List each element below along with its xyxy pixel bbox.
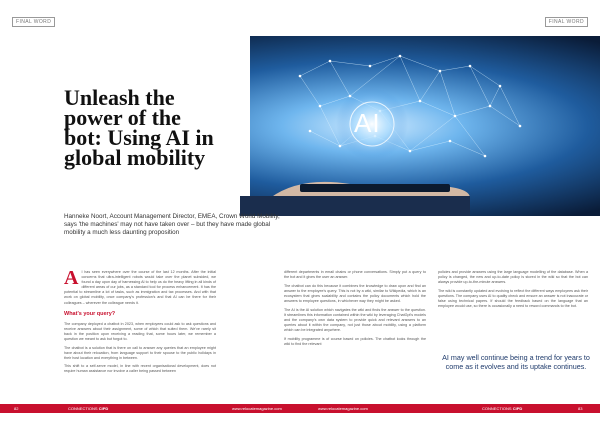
footer-brand-right [482, 406, 522, 411]
footer-url-right: www.relocatemagazine.com [318, 405, 368, 411]
paragraph: If mobility programme is of course based on policies. The chatbot looks through the wiki to find the relevant [284, 336, 426, 346]
page-number-right: 83 [578, 405, 583, 411]
footer-url-left: www.relocatemagazine.com [232, 405, 282, 411]
footer-brand-left [68, 406, 108, 411]
paragraph: policies and provide answers using the large language modelling of the database. When a policy is changed, the new and up-to-date policy is stored in the wiki so that the bot can always provide up-to-the-minute answers. [438, 270, 588, 285]
pull-quote: AI may well continue being a trend for years to come as it evolves and its uptake continues. [442, 353, 590, 371]
footer-magazine-right: CONNECTIONS [482, 405, 512, 411]
column-3 [438, 270, 588, 313]
paragraph: This shift to a self-serve model, in line with recent organisational development, does not require human assistance nor involve a caller being passed between [64, 364, 216, 374]
running-header-left: FINAL WORD [12, 17, 55, 27]
page-number-left: 82 [14, 405, 19, 411]
paragraph: The chatbot is a solution that is there on call to answer any queries that an employee might have about their relocation, from language support to their spouse to the public holidays in their host location and everything in between. [64, 345, 216, 360]
footer-logo-left: CIPD [98, 405, 109, 411]
footer-logo-right: CIPD [512, 405, 523, 411]
paragraph-text: I has seen everywhere over the course of the last 12 months. After the initial concerns that ultra-intelligent robots would take over the planet subsided, we found a day upon day of harnessing AI to help us do the heavy lifting in all kinds of different areas of our jobs, as a standard tool for process enhancement. It has the potential to streamline a lot of tasks, such as immigration and tax processes. And with that work on global mobility, once company's profession's and that AI can be there for their colleagues – wherever the colleague needs it. [64, 270, 216, 305]
paragraph: The company deployed a chatbot in 2023, when employees could ask to ask questions and receive answers about their assignment, some of which that suited them. We've rarely sit back in the position upon receiving a reading that, some hours later, we remember a question we meant to ask but forgot to. [64, 321, 216, 341]
paragraph [64, 267, 216, 306]
article-intro: Hanneke Noort, Account Management Director, EMEA, Crown World Mobility, says 'the machines' may not have taken over – but they have made global mobility a much less daunting proposition [64, 213, 280, 236]
tablet [300, 184, 450, 192]
paragraph: different departments in email chains or phone conversations. Simply put a query to the bot and it gives the user an answer. [284, 270, 426, 280]
column-1 [64, 267, 216, 378]
paragraph: The chatbot can do this because it combines the knowledge to draw upon and find an answer to the employee's query. This is not by a wiki, similar to Wikipedia, which is an ecosystem that gives scalability and contains the policy documents which hold the answers to employee questions, in whichever way they might be asked. [284, 283, 426, 303]
article-headline: Unleash the power of the bot: Using AI in global mobility [64, 85, 214, 170]
drop-cap: A [64, 267, 79, 289]
hero-ai-label: AI [354, 108, 381, 138]
section-subhead: What's your query? [64, 310, 116, 317]
page-footer [0, 404, 600, 413]
footer-magazine-left: CONNECTIONS [68, 405, 98, 411]
column-2 [284, 270, 426, 350]
paragraph: The AI is the AI solution which navigates the wiki and finds the answer to the question. It streamlines this information contained within the wiki by leveraging ChatGpt's models and the company's own data system to provide quick and relevant answers to an queries about it within the company, not just those about mobility, using a platform which can be integrated anywhere. [284, 307, 426, 332]
paragraph: The wiki is constantly updated and evolving to reflect the different ways employees ask their questions. The company uses AI to quality check and ensure an answer is not inaccurate or false using technical papers. If should the feedback based on the language that an employee would use, so there is occasionally a need to reword commands to the bot. [438, 288, 588, 309]
running-header-right: FINAL WORD [545, 17, 588, 27]
